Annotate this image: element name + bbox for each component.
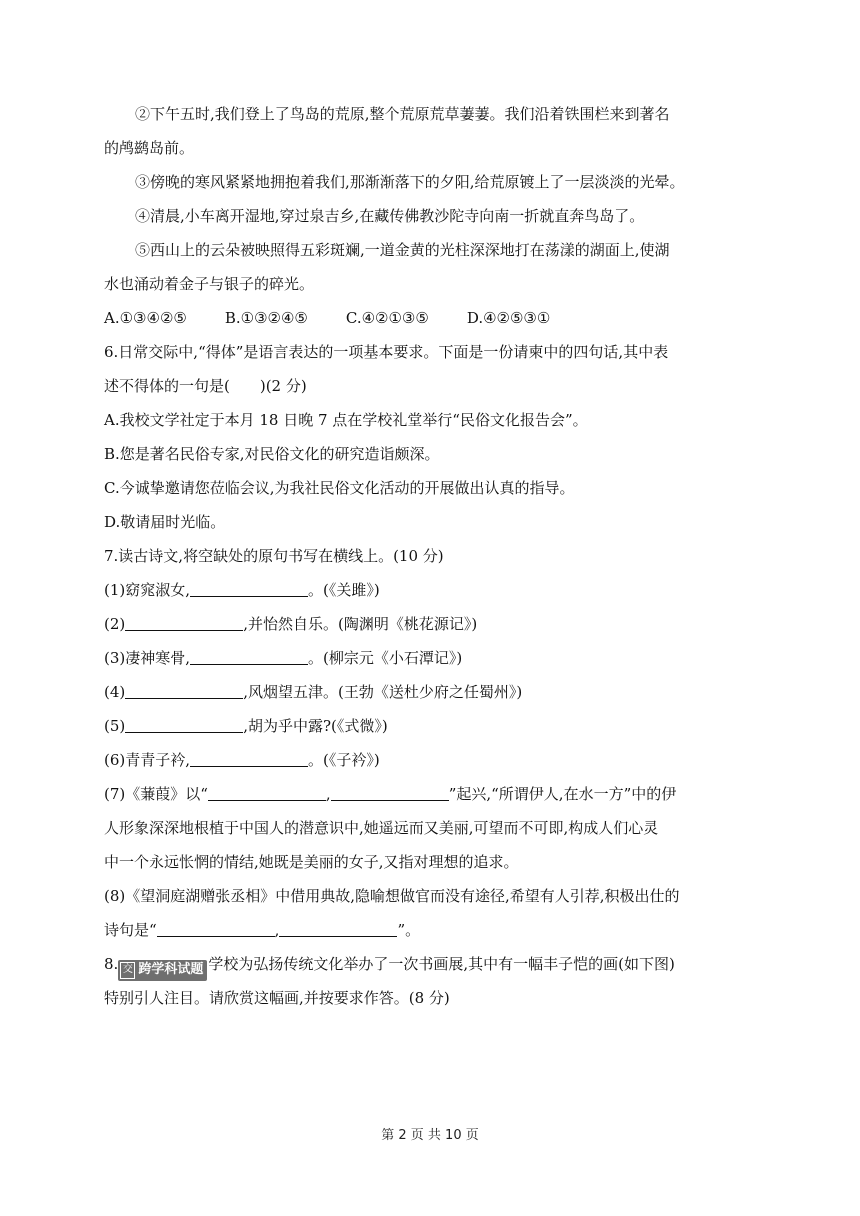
q7-item-4-prefix: (4)	[104, 683, 126, 701]
sentence-2-line-2: 的鸬鹚岛前。	[104, 139, 195, 157]
q7-item-8-line-1: (8)《望洞庭湖赠张丞相》中借用典故,隐喻想做官而没有途径,希望有人引荐,积极出仕的	[104, 887, 680, 905]
q8-number: 8.	[104, 955, 119, 973]
q7-item-8-prefix: 诗句是“	[104, 921, 157, 939]
answer-blank[interactable]	[190, 752, 308, 767]
q7-item-5-suffix: ,胡为乎中露?(《式微》)	[243, 717, 388, 735]
cross-subject-icon: 交	[120, 962, 135, 979]
page-footer: 第 2 页 共 10 页	[381, 1128, 479, 1143]
q8-line-1	[104, 947, 764, 981]
answer-blank[interactable]	[125, 718, 243, 733]
answer-blank[interactable]	[331, 786, 449, 801]
q7-item-1-suffix: 。(《关雎》)	[308, 581, 380, 599]
q7-item-7-suffix: ”起兴,“所谓伊人,在水一方”中的伊	[448, 785, 677, 803]
q8-text: 学校为弘扬传统文化举办了一次书画展,其中有一幅丰子恺的画(如下图)	[208, 955, 675, 973]
q7-item-6-suffix: 。(《子衿》)	[308, 751, 380, 769]
answer-blank[interactable]	[157, 922, 275, 937]
q5-options	[104, 301, 764, 335]
answer-blank[interactable]	[190, 650, 308, 665]
exam-content	[104, 97, 764, 1015]
q8-line-2: 特别引人注目。请欣赏这幅画,并按要求作答。(8 分)	[104, 989, 450, 1007]
q5-option-a: A.①③④②⑤	[104, 309, 187, 327]
q7-item-6	[104, 743, 764, 777]
sentence-4: ④清晨,小车离开湿地,穿过泉吉乡,在藏传佛教沙陀寺向南一折就直奔鸟岛了。	[135, 207, 645, 225]
sentence-5-line-2: 水也涌动着金子与银子的碎光。	[104, 275, 315, 293]
q7-item-7-line-2: 人形象深深地根植于中国人的潜意识中,她遥远而又美丽,可望而不可即,构成人们心灵	[104, 819, 659, 837]
sentence-3: ③傍晚的寒风紧紧地拥抱着我们,那渐渐落下的夕阳,给荒原镀上了一层淡淡的光晕。	[135, 173, 685, 191]
sentence-2-line-1: ②下午五时,我们登上了鸟岛的荒原,整个荒原荒草萋萋。我们沿着铁围栏来到著名	[135, 105, 670, 123]
answer-blank[interactable]	[279, 922, 397, 937]
q5-option-d: D.④②⑤③①	[466, 309, 551, 327]
sentence-5-line-1: ⑤西山上的云朵被映照得五彩斑斓,一道金黄的光柱深深地打在荡漾的湖面上,使湖	[135, 241, 670, 259]
q7-item-8-suffix: ”。	[397, 921, 421, 939]
q7-item-2-prefix: (2)	[104, 615, 126, 633]
q7-item-8-line-2	[104, 913, 764, 947]
q6-stem-line-1: 6.日常交际中,“得体”是语言表达的一项基本要求。下面是一份请柬中的四句话,其中表	[104, 343, 669, 361]
answer-blank[interactable]	[125, 616, 243, 631]
q6-option-b: B.您是著名民俗专家,对民俗文化的研究造诣颇深。	[104, 445, 440, 463]
q7-item-7-line-1	[104, 777, 764, 811]
cross-subject-badge	[118, 960, 207, 981]
q7-item-3-suffix: 。(柳宗元《小石潭记》)	[308, 649, 463, 667]
q7-item-2	[104, 607, 764, 641]
q7-item-7-prefix: (7)《蒹葭》以“	[104, 785, 208, 803]
q7-item-4-suffix: ,风烟望五津。(王勃《送杜少府之任蜀州》)	[243, 683, 523, 701]
q7-item-3-prefix: (3)凄神寒骨,	[104, 649, 191, 667]
q5-option-b: B.①③②④⑤	[224, 309, 308, 327]
q7-stem: 7.读古诗文,将空缺处的原句书写在横线上。(10 分)	[104, 547, 444, 565]
q7-item-7-line-3: 中一个永远怅惘的情结,她既是美丽的女子,又指对理想的追求。	[104, 853, 519, 871]
q6-stem-line-2: 述不得体的一句是( )(2 分)	[104, 377, 307, 395]
cross-subject-label: 跨学科试题	[138, 962, 204, 977]
q7-item-5	[104, 709, 764, 743]
q7-item-2-suffix: ,并怡然自乐。(陶渊明《桃花源记》)	[243, 615, 478, 633]
q6-option-d: D.敬请届时光临。	[104, 513, 226, 531]
q7-item-1-prefix: (1)窈窕淑女,	[104, 581, 191, 599]
q7-item-4	[104, 675, 764, 709]
answer-blank[interactable]	[125, 684, 243, 699]
q7-item-5-prefix: (5)	[104, 717, 126, 735]
answer-blank[interactable]	[208, 786, 326, 801]
q7-item-3	[104, 641, 764, 675]
q6-option-a: A.我校文学社定于本月 18 日晚 7 点在学校礼堂举行“民俗文化报告会”。	[104, 411, 588, 429]
q6-option-c: C.今诚挚邀请您莅临会议,为我社民俗文化活动的开展做出认真的指导。	[104, 479, 575, 497]
answer-blank[interactable]	[190, 582, 308, 597]
q7-item-7-comma: ,	[325, 785, 331, 803]
q5-option-c: C.④②①③⑤	[345, 309, 429, 327]
q7-item-8-comma: ,	[274, 921, 280, 939]
q7-item-6-prefix: (6)青青子衿,	[104, 751, 191, 769]
q7-item-1	[104, 573, 764, 607]
